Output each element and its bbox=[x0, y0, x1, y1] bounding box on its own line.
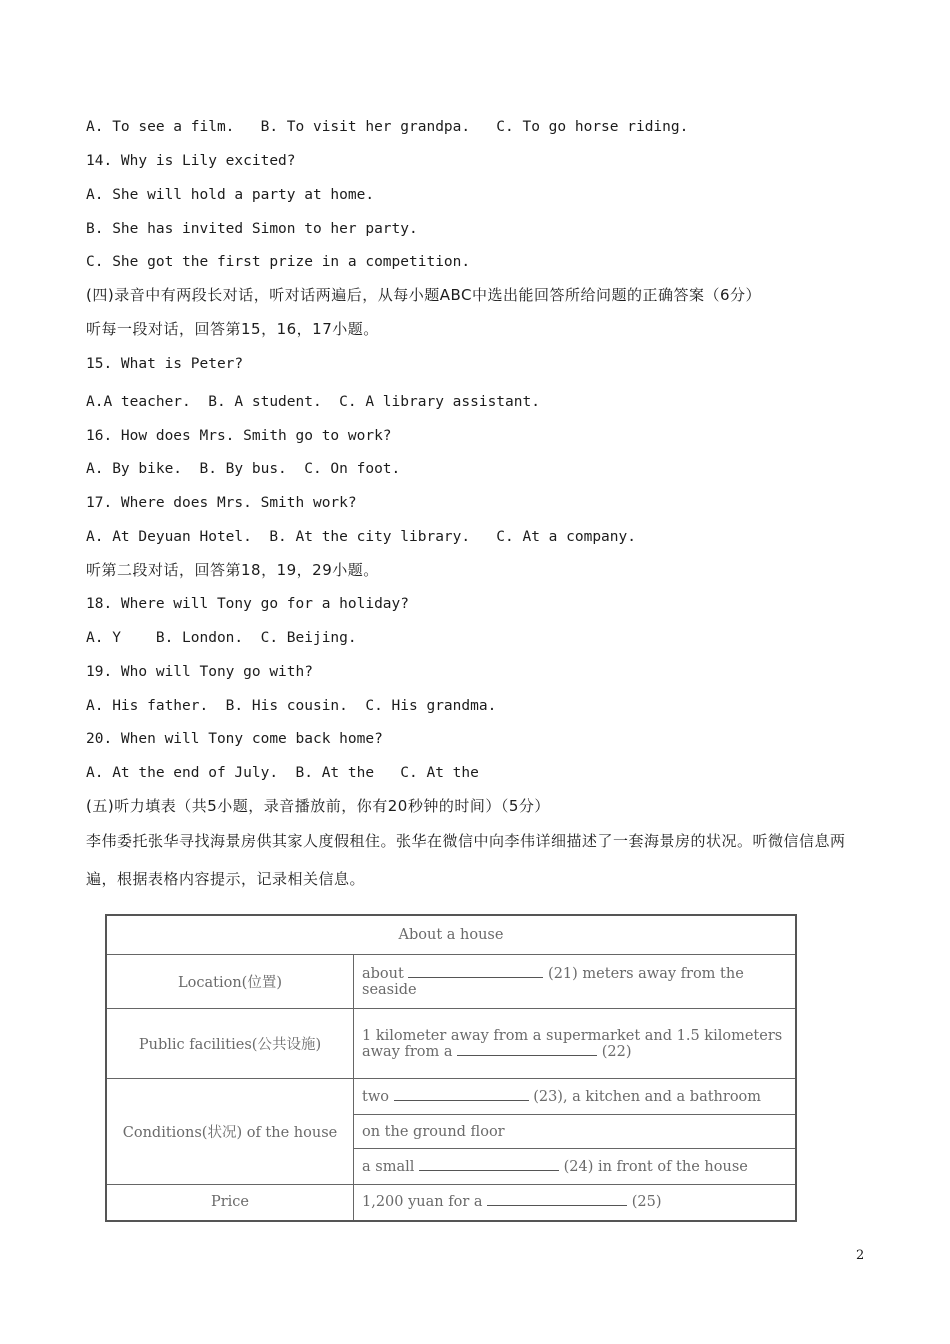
q20-options: A. At the end of July. B. At the C. At the bbox=[86, 765, 479, 781]
q14-option-c: C. She got the first prize in a competition. bbox=[86, 254, 471, 270]
price-suffix: (25) bbox=[631, 1194, 662, 1211]
q15-question: 15. What is Peter? bbox=[86, 356, 244, 372]
conditions-label: Conditions(状况) of the house bbox=[106, 1079, 354, 1185]
q14-option-b: B. She has invited Simon to her party. bbox=[86, 221, 418, 237]
price-cell bbox=[354, 1185, 797, 1221]
q13-options: A. To see a film. B. To visit her grandpa. C. To go horse riding. bbox=[86, 119, 689, 135]
location-cell bbox=[354, 955, 797, 1009]
q16-question: 16. How does Mrs. Smith go to work? bbox=[86, 428, 392, 444]
blank-23[interactable] bbox=[394, 1100, 529, 1101]
facilities-suffix: (22) bbox=[601, 1043, 632, 1060]
section-4-heading: (四)录音中有两段长对话，听对话两遍后，从每小题ABC中选出能回答所给问题的正确答案（6分） bbox=[86, 286, 762, 304]
house-info-table bbox=[105, 914, 797, 1222]
blank-21[interactable] bbox=[408, 977, 543, 978]
conditions-floor-cell: on the ground floor bbox=[354, 1115, 797, 1149]
q14-question: 14. Why is Lily excited? bbox=[86, 153, 296, 169]
price-prefix: 1,200 yuan for a bbox=[362, 1194, 483, 1211]
conditions-yard-cell bbox=[354, 1149, 797, 1185]
q17-question: 17. Where does Mrs. Smith work? bbox=[86, 495, 357, 511]
location-label: Location(位置) bbox=[106, 955, 354, 1009]
q18-question: 18. Where will Tony go for a holiday? bbox=[86, 596, 410, 612]
dialogue-1-instruction: 听每一段对话，回答第15，16，17小题。 bbox=[86, 320, 379, 338]
dialogue-2-instruction: 听第二段对话，回答第18，19，29小题。 bbox=[86, 561, 379, 579]
q17-options: A. At Deyuan Hotel. B. At the city library. C. At a company. bbox=[86, 529, 636, 545]
facilities-prefix: 1 kilometer away from a supermarket and 1.5 kilometers away from a bbox=[362, 1027, 783, 1060]
table-title: About a house bbox=[106, 915, 796, 955]
blank-24[interactable] bbox=[419, 1170, 559, 1171]
q14-option-a: A. She will hold a party at home. bbox=[86, 187, 375, 203]
cond3-prefix: a small bbox=[362, 1158, 415, 1175]
facilities-cell bbox=[354, 1009, 797, 1079]
conditions-rooms-cell bbox=[354, 1079, 797, 1115]
q19-options: A. His father. B. His cousin. C. His grandma. bbox=[86, 698, 497, 714]
section-5-heading: (五)听力填表（共5小题，录音播放前，你有20秒钟的时间）（5分） bbox=[86, 797, 550, 815]
blank-25[interactable] bbox=[487, 1205, 627, 1206]
q18-options: A. Y B. London. C. Beijing. bbox=[86, 630, 357, 646]
q19-question: 19. Who will Tony go with? bbox=[86, 664, 313, 680]
cond1-prefix: two bbox=[362, 1088, 389, 1105]
location-suffix: (21) meters away from the seaside bbox=[362, 965, 744, 998]
cond3-suffix: (24) in front of the house bbox=[563, 1158, 748, 1175]
page-number: 2 bbox=[856, 1248, 865, 1263]
q20-question: 20. When will Tony come back home? bbox=[86, 731, 383, 747]
q16-options: A. By bike. B. By bus. C. On foot. bbox=[86, 461, 401, 477]
section-5-instruction: 李伟委托张华寻找海景房供其家人度假租住。张华在微信中向李伟详细描述了一套海景房的状况。听微信信息两遍，根据表格内容提示，记录相关信息。 bbox=[86, 832, 846, 888]
location-prefix: about bbox=[362, 965, 404, 982]
price-label: Price bbox=[106, 1185, 354, 1221]
q15-options: A.A teacher. B. A student. C. A library assistant. bbox=[86, 394, 540, 410]
blank-22[interactable] bbox=[457, 1055, 597, 1056]
facilities-label: Public facilities(公共设施) bbox=[106, 1009, 354, 1079]
cond1-suffix: (23), a kitchen and a bathroom bbox=[533, 1088, 762, 1105]
